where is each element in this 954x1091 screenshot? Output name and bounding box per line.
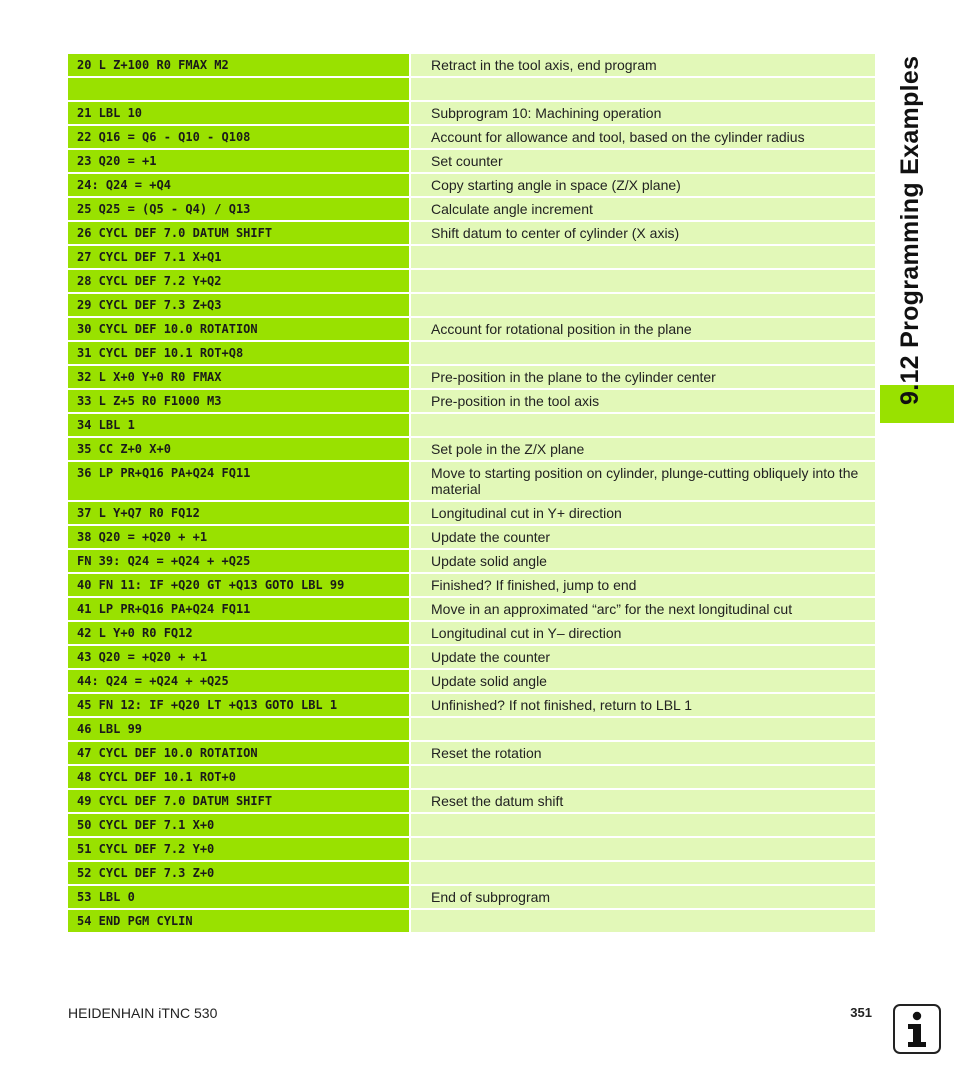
nc-code-cell: 24: Q24 = +Q4 xyxy=(68,174,409,196)
nc-code-cell: 21 LBL 10 xyxy=(68,102,409,124)
nc-code-cell: 22 Q16 = Q6 - Q10 - Q108 xyxy=(68,126,409,148)
program-row xyxy=(68,550,875,572)
description-cell: Calculate angle increment xyxy=(411,198,875,220)
program-row xyxy=(68,174,875,196)
program-row xyxy=(68,150,875,172)
nc-code-cell: 49 CYCL DEF 7.0 DATUM SHIFT xyxy=(68,790,409,812)
nc-code-cell: 51 CYCL DEF 7.2 Y+0 xyxy=(68,838,409,860)
program-row xyxy=(68,526,875,548)
nc-code-cell: 23 Q20 = +1 xyxy=(68,150,409,172)
program-row xyxy=(68,598,875,620)
description-cell: Reset the rotation xyxy=(411,742,875,764)
nc-code-cell: 25 Q25 = (Q5 - Q4) / Q13 xyxy=(68,198,409,220)
program-row xyxy=(68,742,875,764)
description-cell: Finished? If finished, jump to end xyxy=(411,574,875,596)
program-row xyxy=(68,462,875,500)
program-row xyxy=(68,814,875,836)
nc-code-cell: 32 L X+0 Y+0 R0 FMAX xyxy=(68,366,409,388)
program-table xyxy=(68,54,875,934)
description-cell xyxy=(411,838,875,860)
nc-code-cell: 37 L Y+Q7 R0 FQ12 xyxy=(68,502,409,524)
program-row xyxy=(68,886,875,908)
program-row xyxy=(68,502,875,524)
description-cell: Pre-position in the plane to the cylinder center xyxy=(411,366,875,388)
description-cell xyxy=(411,78,875,100)
description-cell: Copy starting angle in space (Z/X plane) xyxy=(411,174,875,196)
nc-code-cell: 48 CYCL DEF 10.1 ROT+0 xyxy=(68,766,409,788)
program-row xyxy=(68,670,875,692)
description-cell xyxy=(411,414,875,436)
nc-code-cell: 46 LBL 99 xyxy=(68,718,409,740)
description-cell: Reset the datum shift xyxy=(411,790,875,812)
description-cell: Longitudinal cut in Y+ direction xyxy=(411,502,875,524)
program-row xyxy=(68,390,875,412)
program-row xyxy=(68,790,875,812)
description-cell: Account for rotational position in the plane xyxy=(411,318,875,340)
program-row xyxy=(68,366,875,388)
description-cell xyxy=(411,342,875,364)
nc-code-cell: 28 CYCL DEF 7.2 Y+Q2 xyxy=(68,270,409,292)
manual-name: HEIDENHAIN iTNC 530 xyxy=(68,1005,218,1021)
nc-code-cell: 35 CC Z+0 X+0 xyxy=(68,438,409,460)
program-row xyxy=(68,574,875,596)
program-row xyxy=(68,294,875,316)
nc-code-cell: 52 CYCL DEF 7.3 Z+0 xyxy=(68,862,409,884)
program-row xyxy=(68,270,875,292)
nc-code-cell: 31 CYCL DEF 10.1 ROT+Q8 xyxy=(68,342,409,364)
description-cell xyxy=(411,814,875,836)
description-cell: Move in an approximated “arc” for the next longitudinal cut xyxy=(411,598,875,620)
program-row xyxy=(68,862,875,884)
program-row xyxy=(68,646,875,668)
description-cell xyxy=(411,862,875,884)
description-cell xyxy=(411,766,875,788)
program-row xyxy=(68,78,875,100)
program-row xyxy=(68,838,875,860)
nc-code-cell: 38 Q20 = +Q20 + +1 xyxy=(68,526,409,548)
nc-code-cell: 30 CYCL DEF 10.0 ROTATION xyxy=(68,318,409,340)
description-cell: End of subprogram xyxy=(411,886,875,908)
nc-code-cell: 53 LBL 0 xyxy=(68,886,409,908)
description-cell xyxy=(411,718,875,740)
description-cell xyxy=(411,294,875,316)
program-row xyxy=(68,414,875,436)
description-cell: Set counter xyxy=(411,150,875,172)
nc-code-cell: 20 L Z+100 R0 FMAX M2 xyxy=(68,54,409,76)
nc-code-cell: 26 CYCL DEF 7.0 DATUM SHIFT xyxy=(68,222,409,244)
program-row xyxy=(68,102,875,124)
nc-code-cell: 44: Q24 = +Q24 + +Q25 xyxy=(68,670,409,692)
info-icon xyxy=(893,1004,941,1054)
nc-code-cell: 54 END PGM CYLIN xyxy=(68,910,409,932)
nc-code-cell: 47 CYCL DEF 10.0 ROTATION xyxy=(68,742,409,764)
program-row xyxy=(68,718,875,740)
description-cell: Update the counter xyxy=(411,526,875,548)
description-cell: Update solid angle xyxy=(411,670,875,692)
nc-code-cell: 27 CYCL DEF 7.1 X+Q1 xyxy=(68,246,409,268)
program-row xyxy=(68,126,875,148)
nc-code-cell: 36 LP PR+Q16 PA+Q24 FQ11 xyxy=(68,462,409,500)
program-row xyxy=(68,622,875,644)
program-row xyxy=(68,438,875,460)
description-cell xyxy=(411,270,875,292)
program-row xyxy=(68,54,875,76)
nc-code-cell xyxy=(68,78,409,100)
nc-code-cell: 34 LBL 1 xyxy=(68,414,409,436)
description-cell: Subprogram 10: Machining operation xyxy=(411,102,875,124)
description-cell: Update solid angle xyxy=(411,550,875,572)
description-cell: Unfinished? If not finished, return to LBL 1 xyxy=(411,694,875,716)
description-cell: Shift datum to center of cylinder (X axis) xyxy=(411,222,875,244)
program-row xyxy=(68,198,875,220)
description-cell xyxy=(411,246,875,268)
description-cell: Account for allowance and tool, based on the cylinder radius xyxy=(411,126,875,148)
program-row xyxy=(68,910,875,932)
nc-code-cell: 33 L Z+5 R0 F1000 M3 xyxy=(68,390,409,412)
program-row xyxy=(68,318,875,340)
description-cell: Move to starting position on cylinder, plunge-cutting obliquely into the material xyxy=(411,462,875,500)
nc-code-cell: 41 LP PR+Q16 PA+Q24 FQ11 xyxy=(68,598,409,620)
program-row xyxy=(68,766,875,788)
nc-code-cell: FN 39: Q24 = +Q24 + +Q25 xyxy=(68,550,409,572)
nc-code-cell: 29 CYCL DEF 7.3 Z+Q3 xyxy=(68,294,409,316)
nc-code-cell: 45 FN 12: IF +Q20 LT +Q13 GOTO LBL 1 xyxy=(68,694,409,716)
page-number: 351 xyxy=(850,1005,872,1020)
nc-code-cell: 43 Q20 = +Q20 + +1 xyxy=(68,646,409,668)
description-cell: Pre-position in the tool axis xyxy=(411,390,875,412)
program-row xyxy=(68,694,875,716)
description-cell: Retract in the tool axis, end program xyxy=(411,54,875,76)
description-cell: Longitudinal cut in Y– direction xyxy=(411,622,875,644)
program-row xyxy=(68,342,875,364)
nc-code-cell: 42 L Y+0 R0 FQ12 xyxy=(68,622,409,644)
description-cell: Set pole in the Z/X plane xyxy=(411,438,875,460)
chapter-title: 9.12 Programming Examples xyxy=(896,55,924,405)
description-cell: Update the counter xyxy=(411,646,875,668)
description-cell xyxy=(411,910,875,932)
nc-code-cell: 50 CYCL DEF 7.1 X+0 xyxy=(68,814,409,836)
nc-code-cell: 40 FN 11: IF +Q20 GT +Q13 GOTO LBL 99 xyxy=(68,574,409,596)
program-row xyxy=(68,246,875,268)
program-row xyxy=(68,222,875,244)
